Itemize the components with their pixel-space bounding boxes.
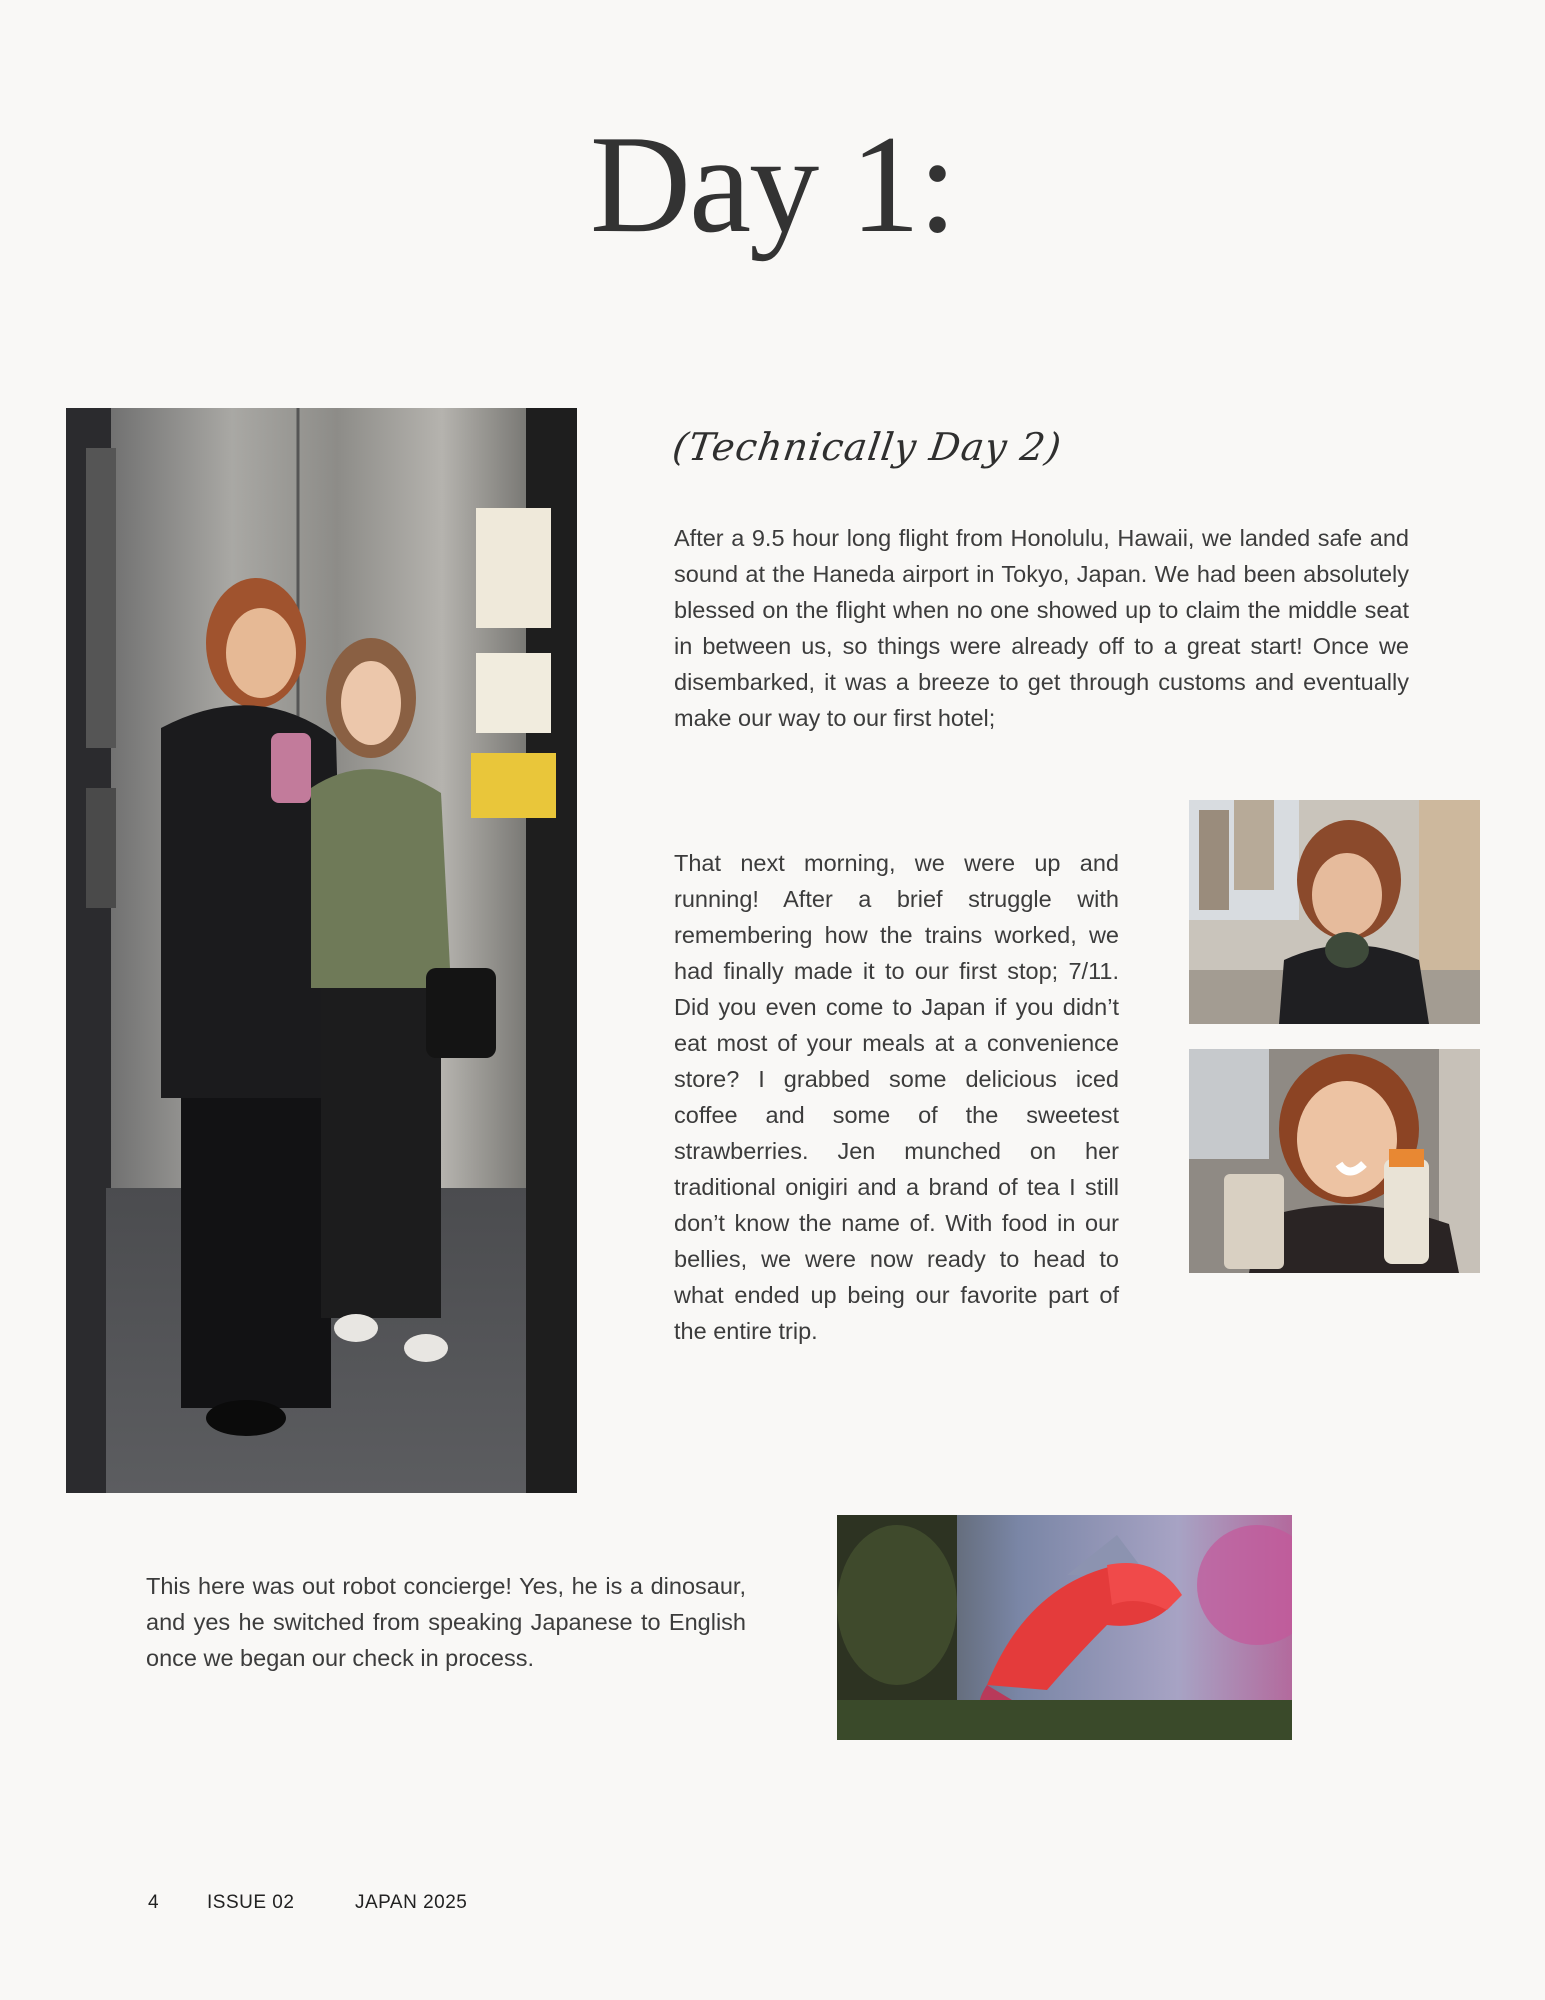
issue-label: ISSUE 02 — [207, 1892, 295, 1913]
page-title: Day 1: — [589, 107, 956, 262]
page-number: 4 — [148, 1892, 160, 1913]
dinosaur-robot-photo — [837, 1515, 1292, 1740]
paragraph-robot-concierge: This here was out robot concierge! Yes, he is a dinosaur, and yes he switched from speaking Japanese to English once we began our check in process. — [146, 1573, 746, 1671]
onigiri-photo — [1189, 800, 1480, 1024]
edition-label: JAPAN 2025 — [355, 1892, 468, 1913]
subtitle: (Technically Day 2) — [669, 425, 1065, 469]
coffee-photo — [1189, 1049, 1480, 1273]
elevator-selfie-photo — [66, 408, 577, 1493]
paragraph-morning: That next morning, we were up and running! After a brief struggle with remembering how the trains worked, we had finally made it to our first stop; 7/11. Did you even come to Japan if you didn’t eat most of your meals at a convenience store? I grabbed some delicious iced coffee and some of the sweetest strawberries. Jen munched on her traditional onigiri and a brand of tea I still don’t know the name of. With food in our bellies, we were now ready to head to what ended up being our favorite part of the entire trip. — [674, 850, 1119, 1344]
paragraph-flight: After a 9.5 hour long flight from Honolulu, Hawaii, we landed safe and sound at the Haneda airport in Tokyo, Japan. We had been absolutely blessed on the flight when no one showed up to claim the middle seat in between us, so things were already off to a great start! Once we disembarked, it was a breeze to get through customs and eventually make our way to our first hotel; — [674, 525, 1409, 731]
